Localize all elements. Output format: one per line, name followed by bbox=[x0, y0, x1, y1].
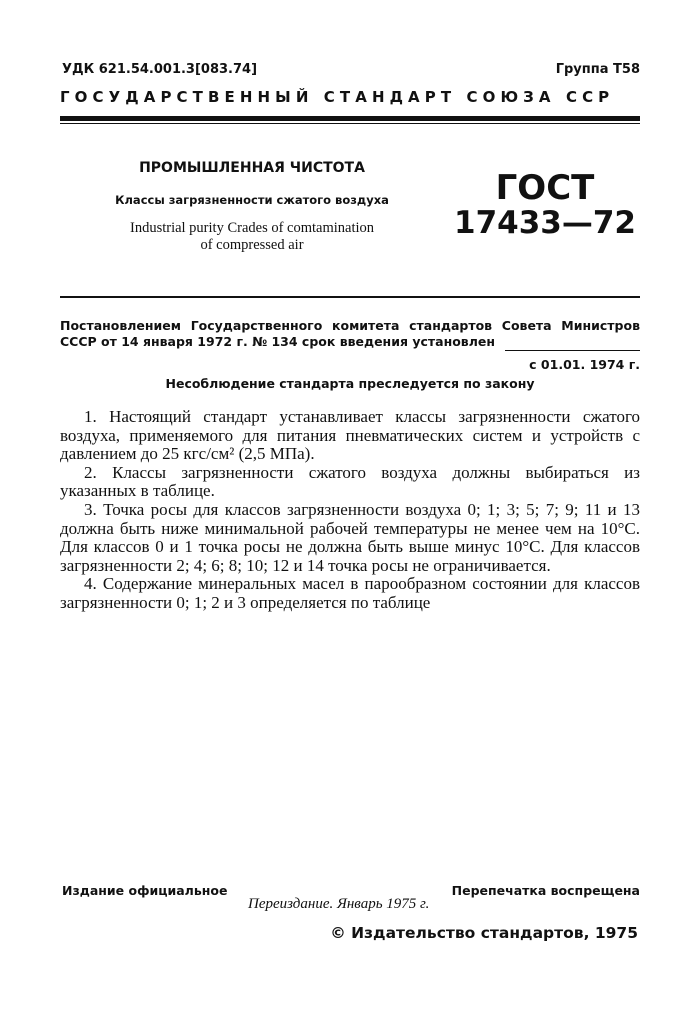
title-english-line2: of compressed air bbox=[200, 237, 304, 253]
gost-label: ГОСТ bbox=[495, 168, 595, 208]
paragraph-2: 2. Классы загрязненности сжатого воздуха должны выбираться из указанных в таблице. bbox=[60, 462, 640, 501]
header-rule-thick bbox=[60, 116, 640, 121]
subtitle-russian: Классы загрязненности сжатого воздуха bbox=[115, 193, 389, 207]
date-rule bbox=[505, 350, 640, 351]
gost-number: 17433—72 bbox=[454, 205, 636, 241]
section-rule bbox=[60, 296, 640, 298]
paragraph-4: 4. Содержание минеральных масел в парообразном состоянии для классов загрязненности 0; 1; 2 и 3 определяется по таблице bbox=[60, 574, 640, 612]
header-rule-thin bbox=[60, 123, 640, 124]
law-note: Несоблюдение стандарта преследуется по закону bbox=[165, 376, 535, 391]
decree-line-2: СССР от 14 января 1972 г. № 134 срок введения установлен bbox=[60, 334, 495, 349]
reprint-ban: Перепечатка воспрещена bbox=[451, 883, 640, 898]
group-code: Группа Т58 bbox=[555, 62, 640, 77]
copyright: © Издательство стандартов, 1975 bbox=[330, 924, 638, 942]
paragraph-3: 3. Точка росы для классов загрязненности воздуха 0; 1; 3; 5; 7; 9; 11 и 13 должна быть ниже минимальной рабочей температуры не менее чем на 10°С. Для классов 0 и 1 точка росы не должна быть выше минус 10°С. Для классов загрязненности 2; 4; 6; 8; 10; 12 и 14 точка росы не ограничивается. bbox=[60, 499, 640, 575]
paragraph-1: 1. Настоящий стандарт устанавливает классы загрязненности сжатого воздуха, применяемого для питания пневматических систем и устройств с давлением до 25 кгс/см² (2,5 МПа). bbox=[60, 407, 640, 464]
udk-code: УДК 621.54.001.3[083.74] bbox=[62, 62, 258, 77]
effective-date: с 01.01. 1974 г. bbox=[529, 357, 640, 372]
title-english bbox=[62, 220, 442, 254]
decree-line-1: Постановлением Государственного комитета стандартов Совета Министров bbox=[60, 318, 640, 333]
reissue-note: Переиздание. Январь 1975 г. bbox=[248, 896, 430, 912]
title-english-line1: Industrial purity Crades of comtamination bbox=[129, 220, 375, 236]
title-russian: ПРОМЫШЛЕННАЯ ЧИСТОТА bbox=[139, 160, 365, 176]
body-text bbox=[60, 408, 640, 613]
standard-banner: ГОСУДАРСТВЕННЫЙ СТАНДАРТ СОЮЗА ССР bbox=[60, 88, 615, 106]
official-edition: Издание официальное bbox=[62, 883, 228, 898]
